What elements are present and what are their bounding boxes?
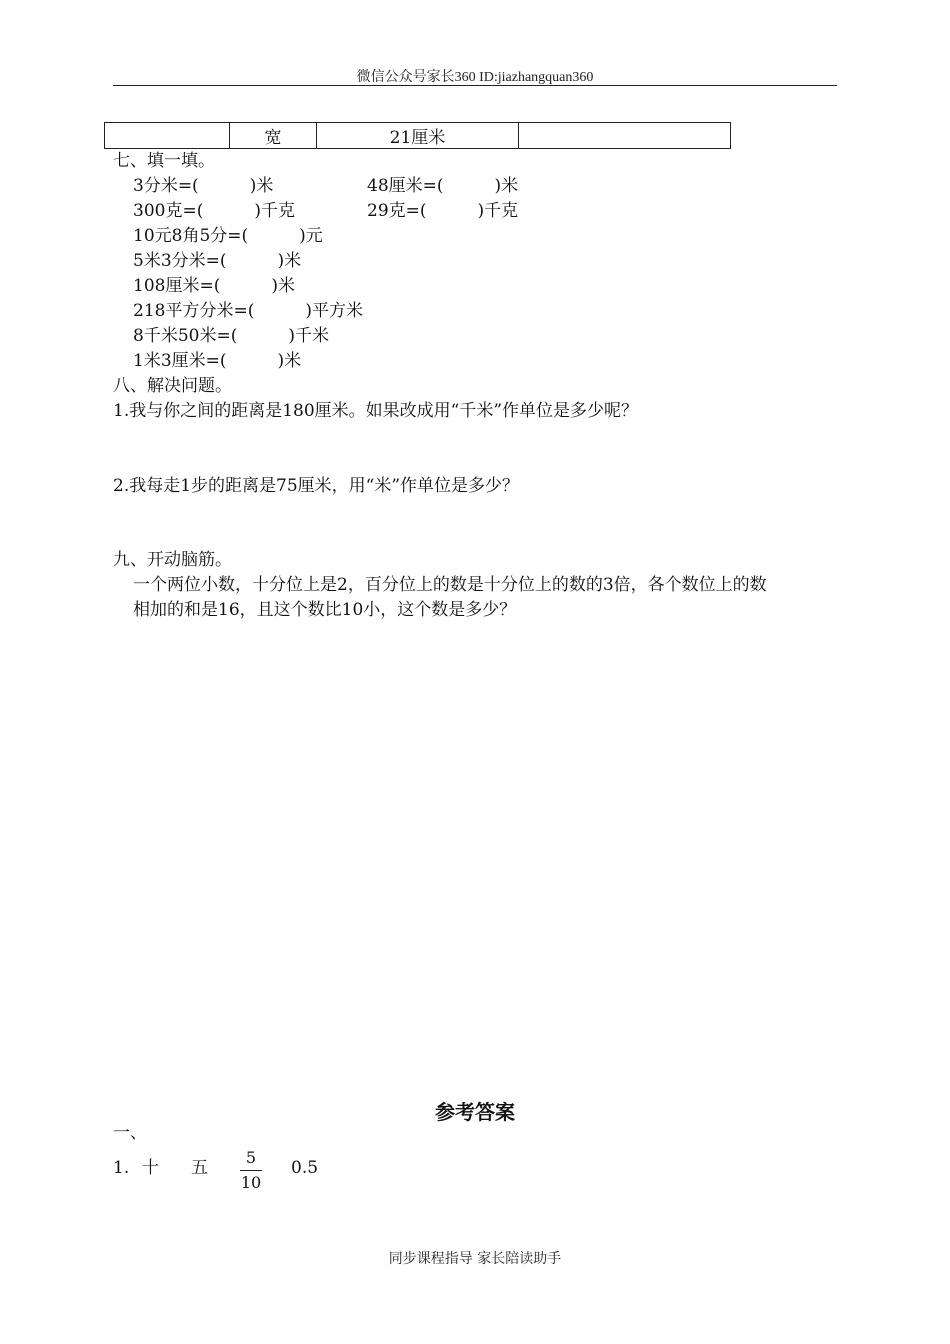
fill-item: 3分米=( )米	[133, 176, 274, 196]
fraction-bar	[240, 1170, 262, 1171]
fraction-numerator: 5	[245, 1148, 257, 1167]
table-cell	[105, 123, 230, 149]
table-cell	[519, 123, 731, 149]
table-cell: 21厘米	[317, 123, 519, 149]
section9-title: 九、开动脑筋。	[113, 550, 232, 570]
fill-item: 10元8角5分=( )元	[133, 226, 323, 246]
fill-item: 29克=( )千克	[367, 201, 519, 221]
answer-fraction	[240, 1148, 262, 1193]
fill-item: 300克=( )千克	[133, 201, 295, 221]
page-header: 微信公众号家长360 ID:jiazhangquan360	[356, 70, 594, 85]
fill-item: 108厘米=( )米	[133, 276, 295, 296]
answer-value: 十	[142, 1158, 159, 1178]
section7-title: 七、填一填。	[113, 151, 215, 171]
answers-part-1: 一、	[113, 1123, 147, 1143]
fill-item: 8千米50米=( )千米	[133, 326, 329, 346]
section8-title: 八、解决问题。	[113, 376, 232, 396]
answer-value: 0.5	[291, 1158, 319, 1178]
problem-1: 1.我与你之间的距离是180厘米。如果改成用“千米”作单位是多少呢？	[113, 401, 639, 421]
header-rule	[113, 85, 837, 86]
answers-title: 参考答案	[435, 1100, 515, 1124]
puzzle-line-1: 一个两位小数，十分位上是2，百分位上的数是十分位上的数的3倍，各个数位上的数	[133, 575, 767, 595]
puzzle-line-2: 相加的和是16，且这个数比10小，这个数是多少？	[133, 600, 517, 620]
answer-label: 1.	[113, 1158, 130, 1178]
fill-item: 218平方分米=( )平方米	[133, 301, 363, 321]
fill-item: 5米3分米=( )米	[133, 251, 302, 271]
dimension-table	[104, 122, 731, 149]
fill-item: 48厘米=( )米	[367, 176, 519, 196]
table-cell: 宽	[230, 123, 317, 149]
answer-value: 五	[191, 1158, 208, 1178]
page-footer: 同步课程指导 家长陪读助手	[388, 1251, 562, 1267]
problem-2: 2.我每走1步的距离是75厘米，用“米”作单位是多少？	[113, 476, 520, 496]
fraction-denominator: 10	[240, 1173, 262, 1192]
table-row	[105, 123, 731, 149]
fill-item: 1米3厘米=( )米	[133, 351, 302, 371]
